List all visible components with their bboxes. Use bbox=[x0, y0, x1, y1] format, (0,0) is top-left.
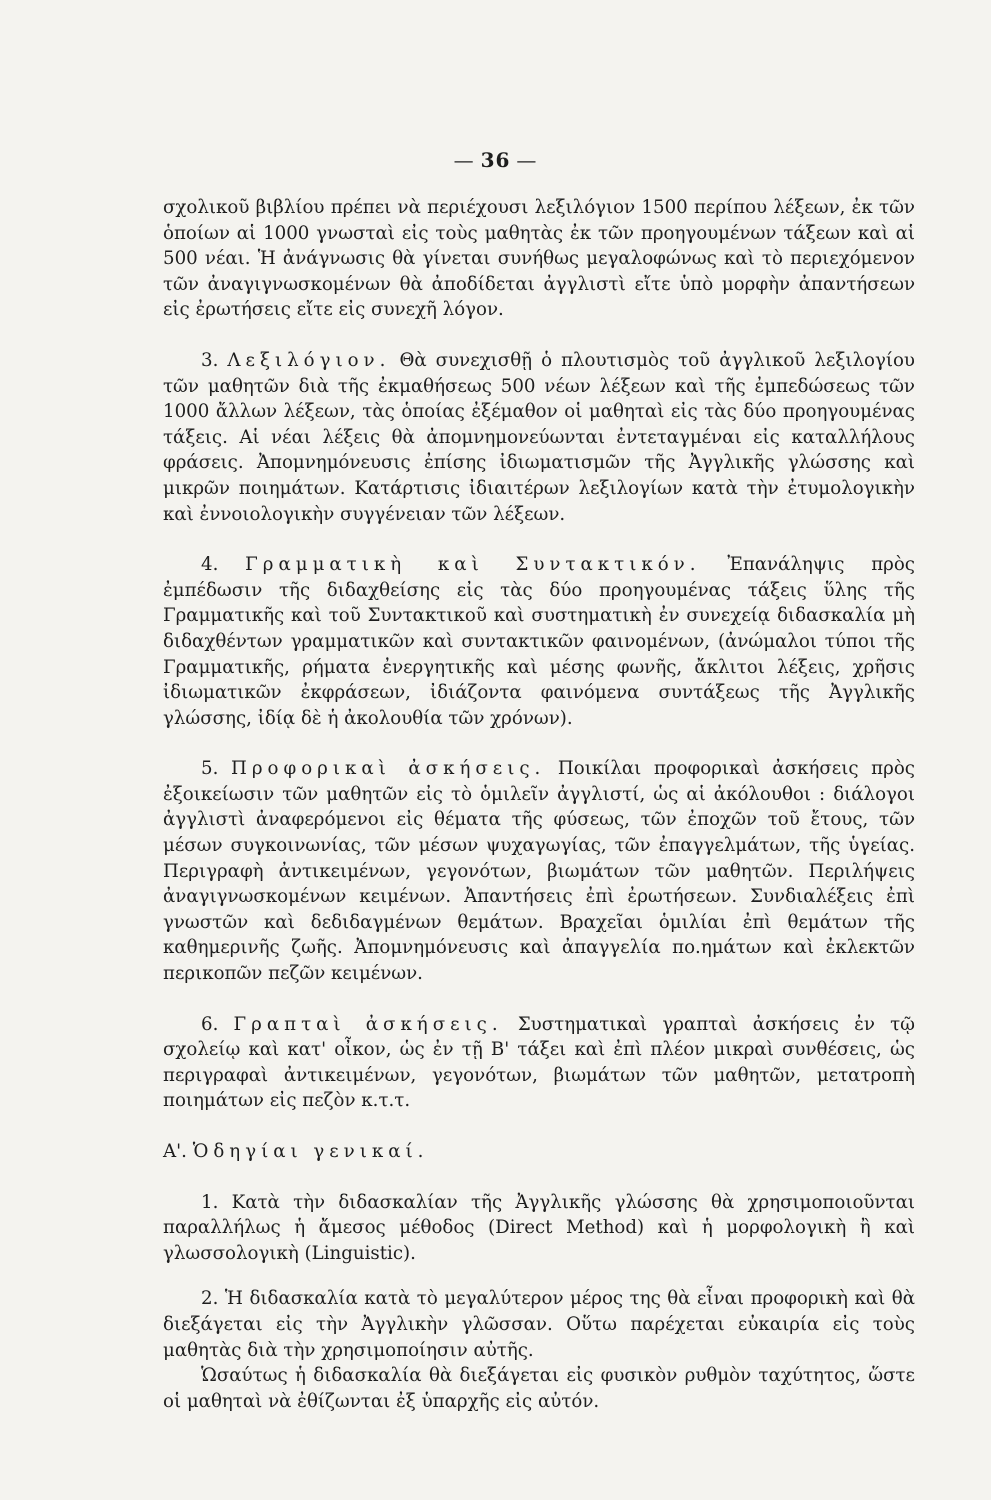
section-vocabulary bbox=[163, 348, 915, 527]
guidelines-title: Ὁδηγίαι γενικαί. bbox=[192, 1141, 429, 1162]
section-heading: Προφορικαὶ ἀσκήσεις. bbox=[230, 758, 546, 780]
guideline-text: Ἡ διδασκαλία κατὰ τὸ μεγαλύτερον μέρος της θὰ εἶναι προφορικὴ καὶ θὰ διεξάγεται εἰς τὴν Ἀγγλικὴν γλῶσσαν. Οὕτω παρέχεται εὐκαιρία εἰς τοὺς μαθητὰς διὰ τὴν χρησιμοποίησιν αὐτῆς. bbox=[163, 1288, 915, 1361]
section-text: Ποικίλαι προφορικαὶ ἀσκήσεις πρὸς ἐξοικείωσιν τῶν μαθητῶν εἰς τὸ ὁμιλεῖν ἀγγλιστί, ὡς αἱ ἀκόλουθοι : διάλογοι ἀγγλιστὶ ἀναφερόμενοι εἰς θέματα τῆς φύσεως, τῶν ἐποχῶν τοῦ ἔτους, τῶν μέσων συγκοινωνίας, τῶν μέσων ψυχαγωγίας, τῶν ἐπαγγελμάτων, τῆς ὑγείας. Περιγραφὴ ἀντικειμένων, γεγονότων, βιωμάτων τῶν μαθητῶν. Περιλήψεις ἀναγιγνωσκομένων κειμένων. Ἀπαντήσεις ἐπὶ ἐρωτήσεων. Συνδιαλέξεις ἐπὶ γνωστῶν καὶ δεδιδαγμένων θεμάτων. Βραχεῖαι ὁμιλίαι ἐπὶ θεμάτων τῆς καθημερινῆς ζωῆς. Ἀπομνημόνευσις καὶ ἀπαγγελία πο.ημάτων καὶ ἐκλεκτῶν περικοπῶν πεζῶν κειμένων. bbox=[163, 758, 915, 985]
section-grammar bbox=[163, 552, 915, 731]
section-heading: Λεξιλόγιον. bbox=[227, 349, 391, 371]
guideline-number: 2. bbox=[201, 1288, 219, 1310]
page-number bbox=[0, 148, 991, 172]
guideline-closing: Ὡσαύτως ἡ διδασκαλία θὰ διεξάγεται εἰς φυσικὸν ρυθμὸν ταχύτητος, ὥστε οἱ μαθηταὶ νὰ ἐθίζωνται ἐξ ὑπαρχῆς εἰς αὐτόν. bbox=[163, 1365, 915, 1412]
guideline-number: 1. bbox=[201, 1191, 219, 1213]
page-number-dash-right: — bbox=[516, 148, 538, 172]
section-text: Ἐπανάληψις πρὸς ἐμπέδωσιν τῆς διδαχθείσης εἰς τὰς δύο προηγουμένας τάξεις ὕλης τῆς Γραμματικῆς καὶ τοῦ Συντακτικοῦ καὶ συστηματικὴ ἐν συνεχείᾳ διδασκαλία μὴ διδαχθέντων γραμματικῶν καὶ συντακτικῶν φαινομένων, (ἀνώμαλοι τύποι τῆς Γραμματικῆς, ρήματα ἐνεργητικῆς καὶ μέσης φωνῆς, ἄκλιτοι λέξεις, χρῆσις ἰδιωματικῶν ἐκφράσεων, ἰδιάζοντα φαινόμενα συντάξεως τῆς Ἀγγλικῆς γλώσσης, ἰδίᾳ δὲ ἡ ἀκολουθία τῶν χρόνων). bbox=[163, 554, 915, 729]
section-number: 5. bbox=[201, 758, 219, 780]
page-number-dash-left: — bbox=[453, 148, 475, 172]
guideline-item-1 bbox=[163, 1190, 915, 1267]
section-number: 4. bbox=[201, 554, 219, 576]
section-text: Συστηματικαὶ γραπταὶ ἀσκήσεις ἐν τῷ σχολείῳ καὶ κατ' οἶκον, ὡς ἐν τῇ Β' τάξει καὶ ἐπὶ πλέον μικραὶ συνθέσεις, ὡς περιγραφαὶ ἀντικειμένων, γεγονότων, βιωμάτων τῶν μαθητῶν, μετατροπὴ ποιημάτων εἰς πεζὸν κ.τ.τ. bbox=[163, 1013, 915, 1112]
section-text: Θὰ συνεχισθῇ ὁ πλουτισμὸς τοῦ ἀγγλικοῦ λεξιλογίου τῶν μαθητῶν διὰ τῆς ἐκμαθήσεως 500 νέων λέξεων καὶ τῆς ἐμπεδώσεως τῶν 1000 ἄλλων λέξεων, τὰς ὁποίας ἐξέμαθον οἱ μαθηταὶ εἰς τὰς δύο προηγουμένας τάξεις. Αἱ νέαι λέξεις θὰ ἀπομνημονεύωνται ἐντεταγμέναι εἰς καταλλήλους φράσεις. Ἀπομνημόνευσις ἐπίσης ἰδιωματισμῶν τῆς Ἀγγλικῆς γλώσσης καὶ μικρῶν ποιημάτων. Κατάρτισις ἰδιαιτέρων λεξιλογίων κατὰ τὴν ἐτυμολογικὴν καὶ ἐννοιολογικὴν συγγένειαν τῶν λέξεων. bbox=[163, 349, 915, 525]
page-number-value: 36 bbox=[480, 148, 511, 172]
section-oral-exercises bbox=[163, 756, 915, 986]
guidelines-label: Α'. bbox=[163, 1141, 187, 1162]
section-heading: Γραπταὶ ἀσκήσεις. bbox=[233, 1013, 503, 1035]
section-written-exercises bbox=[163, 1012, 915, 1114]
guideline-text: Κατὰ τὴν διδασκαλίαν τῆς Ἀγγλικῆς γλώσσης θὰ χρησιμοποιοῦνται παραλλήλως ἡ ἄμεσος μέθοδος (Direct Method) καὶ ἡ μορφολογικὴ ἢ καὶ γλωσσολογικὴ (Linguistic). bbox=[163, 1191, 915, 1264]
section-number: 6. bbox=[201, 1013, 219, 1035]
section-heading: Γραμματικὴ καὶ Συντακτικόν. bbox=[245, 554, 701, 576]
guidelines-heading bbox=[163, 1139, 915, 1165]
document-body bbox=[163, 195, 915, 1414]
paragraph-continuation: σχολικοῦ βιβλίου πρέπει νὰ περιέχουσι λεξιλόγιον 1500 περίπου λέξεων, ἐκ τῶν ὁποίων αἱ 1000 γνωσταὶ εἰς τοὺς μαθητὰς ἐκ τῶν προηγουμένων τάξεων καὶ αἱ 500 νέαι. Ἡ ἀνάγνωσις θὰ γίνεται συνήθως μεγαλοφώνως καὶ τὸ περιεχόμενον τῶν ἀναγιγνωσκομένων θὰ ἀποδίδεται ἀγγλιστὶ εἴτε ὑπὸ μορφὴν ἀπαντήσεων εἰς ἐρωτήσεις εἴτε εἰς συνεχῆ λόγον. bbox=[163, 197, 915, 321]
guideline-item-2 bbox=[163, 1286, 915, 1363]
section-number: 3. bbox=[201, 349, 219, 371]
